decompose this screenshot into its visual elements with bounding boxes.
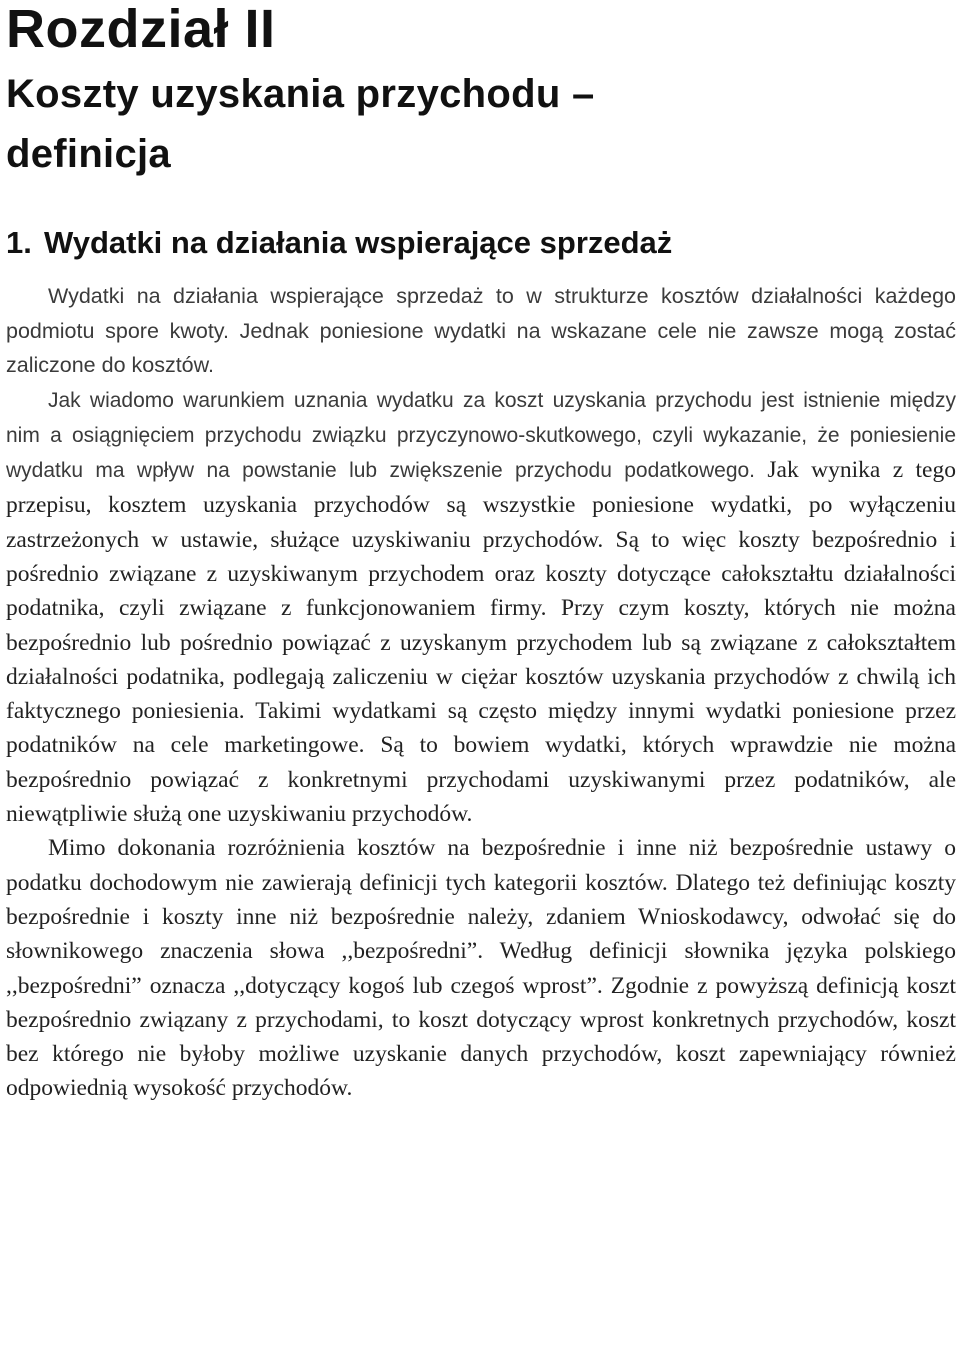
document-page xyxy=(6,0,956,1106)
chapter-label: Rozdział II xyxy=(6,0,276,59)
chapter-title xyxy=(6,64,956,184)
section-title: Wydatki na działania wspierające sprzedaż xyxy=(44,225,673,260)
body-paragraph-1 xyxy=(6,383,956,832)
body-paragraph-2: Mimo dokonania rozróżnienia kosztów na bezpośrednie i inne niż bezpośrednie ustawy o podatku dochodowym nie zawierają definicji tych kategorii kosztów. Dlatego też definiując koszty bezpośrednie i koszty inne niż bezpośrednie należy, zdaniem Wnioskodawcy, odwołać się do słownikowego znaczenia słowa ,,bezpośredni”. Według definicji słownika języka polskiego ,,bezpośredni” oznacza ,,dotyczący kogoś lub czegoś wprost”. Zgodnie z powyższą definicją koszt bezpośrednio związany z przychodami, to koszt dotyczący wprost konkretnych przychodów, koszt bez którego nie byłoby możliwe uzyskanie danych przychodów, koszt zapewniający również odpowiednią wysokość przychodów. xyxy=(6,835,956,1102)
chapter-title-line-1: Koszty uzyskania przychodu – xyxy=(6,72,595,116)
section-number: 1. xyxy=(6,225,32,260)
body-paragraph-1-rest: Jak wynika z tego przepisu, kosztem uzyskania przychodów są wszystkie poniesione wydatki, po wyłączeniu zastrzeżonych w ustawie, służące uzyskiwaniu przychodów. Są to więc koszty bezpośrednio i pośrednio związane z uzyskiwanym przychodem oraz koszty dotyczące całokształtu działalności podatnika, czyli związane z funkcjonowaniem firmy. Przy czym koszty, których nie można bezpośrednio lub pośrednio powiązać z uzyskanym przychodem lub są związane z całokształtem działalności podatnika, podlegają zaliczeniu w ciężar kosztów uzyskania przychodów z chwilą ich faktycznego poniesienia. Takimi wydatkami są często między innymi wydatki poniesione przez podatników na cele marketingowe. Są to bowiem wydatki, których wprawdzie nie można bezpośrednio powiązać z konkretnymi przychodami uzyskiwanymi przez podatników, ale niewątpliwie służą one uzyskiwaniu przychodów. xyxy=(6,457,956,828)
chapter-title-line-2: definicja xyxy=(6,132,171,176)
body-paragraph-1-lead: Jak wiadomo warunkiem uznania wydatku za koszt uzyskania przychodu jest istnienie między nim a osiągnięciem przychodu związku przyczynowo-skutkowego, czyli wykazanie, że poniesienie wydatku ma wpływ na powstanie lub zwiększenie przychodu podatkowego. xyxy=(6,388,956,483)
intro-paragraph: Wydatki na działania wspierające sprzedaż to w strukturze kosztów działalności każdego podmiotu spore kwoty. Jednak poniesione wydatki na wskazane cele nie zawsze mogą zostać zaliczone do kosztów. xyxy=(6,284,956,377)
section-heading xyxy=(6,224,956,262)
